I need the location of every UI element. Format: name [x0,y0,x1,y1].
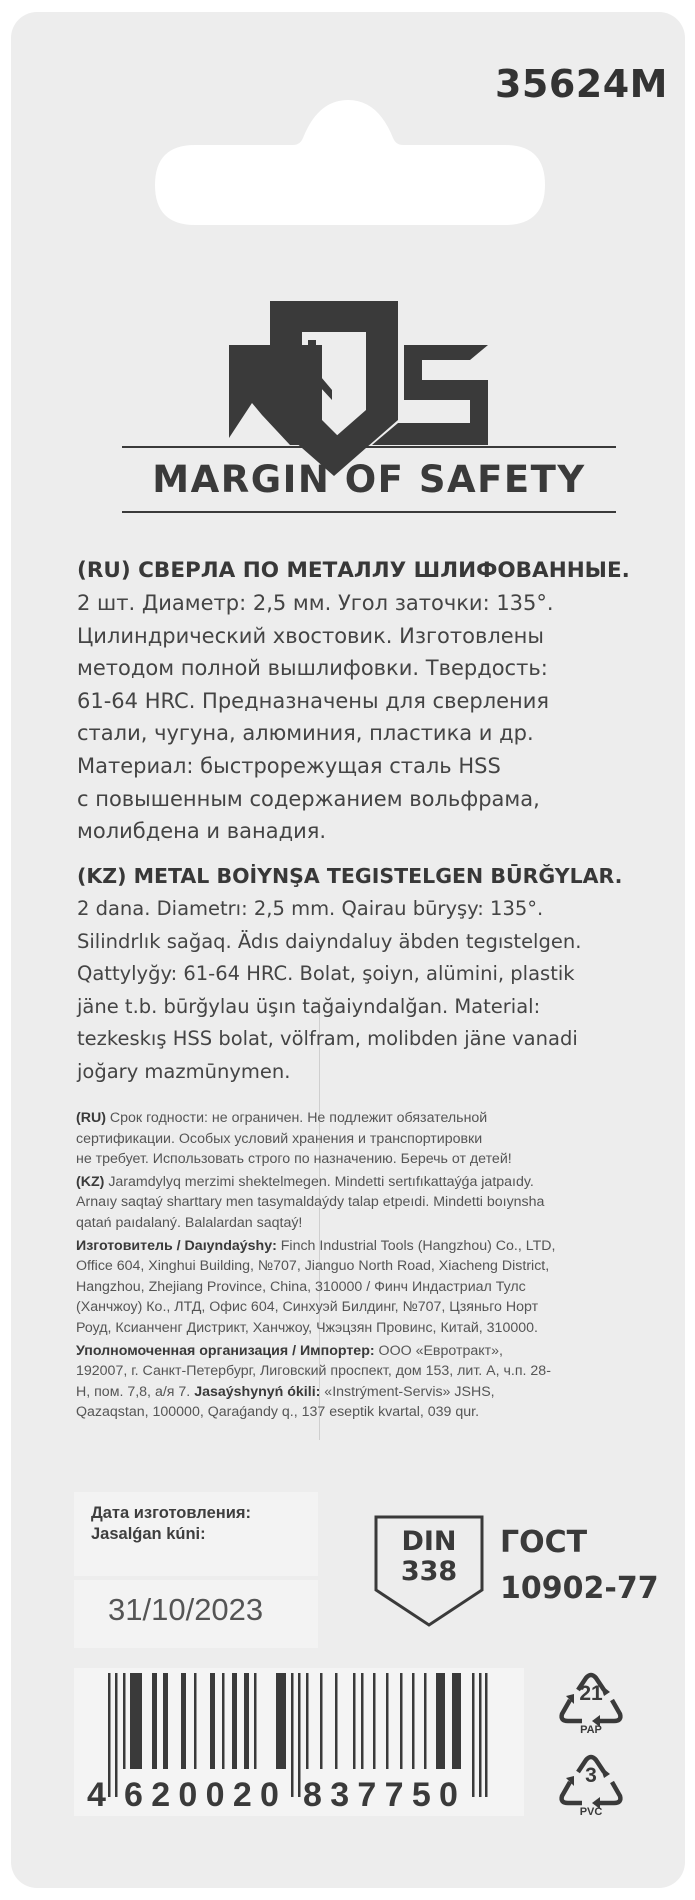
description-ru-line: 61-64 HRC. Предназначены для сверления [77,688,550,713]
description-kz-line: Silindrlık sağaq. Ädıs daiyndaluy äbden tegıstelgen. [77,929,582,953]
importer-label: Уполномоченная организация / Импортер: [76,1342,375,1359]
manufacturer-label: Изготовитель / Daıyndaýshy: [76,1237,277,1254]
fine-print-ru-line: сертификации. Особых условий хранения и транспортировки [76,1130,483,1147]
description-kz-line: tezkeskış HSS bolat, völfram, molibden jäne vanadi [77,1027,578,1051]
din-number: 338 [400,1556,458,1587]
manufacturer-line: (Ханчжоу) Ко., ЛТД, Офис 604, Синхуэй Билдинг, №707, Цзяньго Норт [76,1299,539,1316]
barcode-first-digit: 4 [87,1776,115,1814]
description-kz-line: Qattylyğy: 61-64 HRC. Bolat, şoiyn, alümini, plastik [77,962,575,986]
importer-line: 192007, г. Санкт-Петербург, Лиговский проспект, дом 153, лит. А, ч.п. 28- [76,1363,551,1380]
hang-hole-cutout [0,0,695,260]
brand-divider-top [122,446,616,448]
description-ru-line: с повышенным содержанием вольфрама, [77,786,540,811]
fine-print-kz-line: Arnaıy saqtaý sharttary men tasymaldaýdy talap etpeıdi. Mindetti boıynsha [76,1194,545,1211]
recycling-symbol-pvc [556,1752,626,1818]
description-ru-line: методом полной вышлифовки. Твердость: [77,656,548,681]
fine-print-kz-line: Jaramdylyq merzimi shektelmegen. Mindetti sertıfıkattaýǵa jatpaıdy. [104,1173,534,1190]
manufacturer-line: Роуд, Ксианченг Дистрикт, Ханчжоу, Чжэцзян Провинс, Китай, 310000. [76,1319,538,1336]
fine-print-ru-tag: (RU) [76,1110,106,1126]
barcode-left-group: 620020 [124,1776,288,1814]
manufacture-date-label-ru: Дата изготовления: [91,1504,251,1522]
description-ru-heading: (RU) СВЕРЛА ПО МЕТАЛЛУ ШЛИФОВАННЫЕ. [77,558,630,583]
representative-line: Qazaqstan, 100000, Qaraǵandy q., 137 eseptik kvartal, 039 qur. [76,1404,480,1421]
manufacture-date-label [91,1503,251,1545]
brand-divider-bottom [122,511,616,513]
description-ru-line: Материал: быстрорежущая сталь HSS [77,753,501,778]
gost-standard [500,1520,659,1612]
description-ru [77,554,657,848]
recycling-code: 3 [585,1764,597,1787]
description-ru-line: стали, чугуна, алюминия, пластика и др. [77,721,534,746]
manufacture-date-value: 31/10/2023 [108,1592,264,1627]
importer-line: Н, пом. 7,8, а/я 7. [76,1383,195,1400]
representative-label: Jasaýshynyń ókili: [194,1383,321,1400]
recycling-material: PAP [580,1724,602,1736]
fine-print-kz-tag: (KZ) [76,1173,105,1190]
recycling-code: 21 [579,1682,603,1705]
fold-crease [319,1000,320,1440]
manufacturer-line: Finch Industrial Tools (Hangzhou) Co., LTD, [276,1237,556,1254]
fine-print [76,1108,658,1423]
description-ru-line: молибдена и ванадия. [77,819,327,844]
sku-number: 35624M [494,62,668,106]
manufacture-date-label-kz: Jasalǵan kúni: [91,1525,206,1543]
fine-print-ru-line: Срок годности: не ограничен. Не подлежит обязательной [105,1110,488,1126]
recycling-material: PVC [579,1806,603,1818]
description-kz-line: joğary mazmūnymen. [77,1059,291,1083]
description-kz [77,860,657,1089]
description-ru-line: 2 шт. Диаметр: 2,5 мм. Угол заточки: 135°. [77,591,554,615]
din-label: DIN [401,1526,457,1557]
gost-number: 10902-77 [500,1571,659,1606]
gost-label: ГОСТ [500,1525,588,1560]
description-kz-line: 2 dana. Diametrı: 2,5 mm. Qairau būryşy: 135°. [77,897,544,920]
din-badge [374,1515,484,1631]
fine-print-ru-line: не требует. Использовать строго по назначению. Беречь от детей! [76,1151,512,1168]
description-ru-line: Цилиндрический хвостовик. Изготовлены [77,623,544,648]
description-kz-line: jäne t.b. būrğylau üşın tağaiyndalğan. Material: [77,994,541,1018]
fine-print-kz-line: qatań paıdalaný. Balalardan saqtaý! [76,1214,303,1231]
importer-line: ООО «Евротракт», [374,1342,503,1359]
manufacturer-line: Hangzhou, Zhejiang Province, China, 310000 / Финч Индастриал Тулс [76,1278,526,1295]
recycling-symbol-pap [556,1670,626,1736]
brand-name: MARGIN OF SAFETY [152,458,586,501]
barcode-right-group: 837750 [303,1776,467,1814]
description-kz-heading: (KZ) METAL BOİYNŞA TEGISTELGEN BŪRĞYLAR. [77,864,623,888]
manufacturer-line: Office 604, Xinghui Building, №707, Jianguo North Road, Xiacheng District, [76,1258,550,1275]
representative-line: «Instrýment-Servis» JSHS, [320,1383,495,1400]
